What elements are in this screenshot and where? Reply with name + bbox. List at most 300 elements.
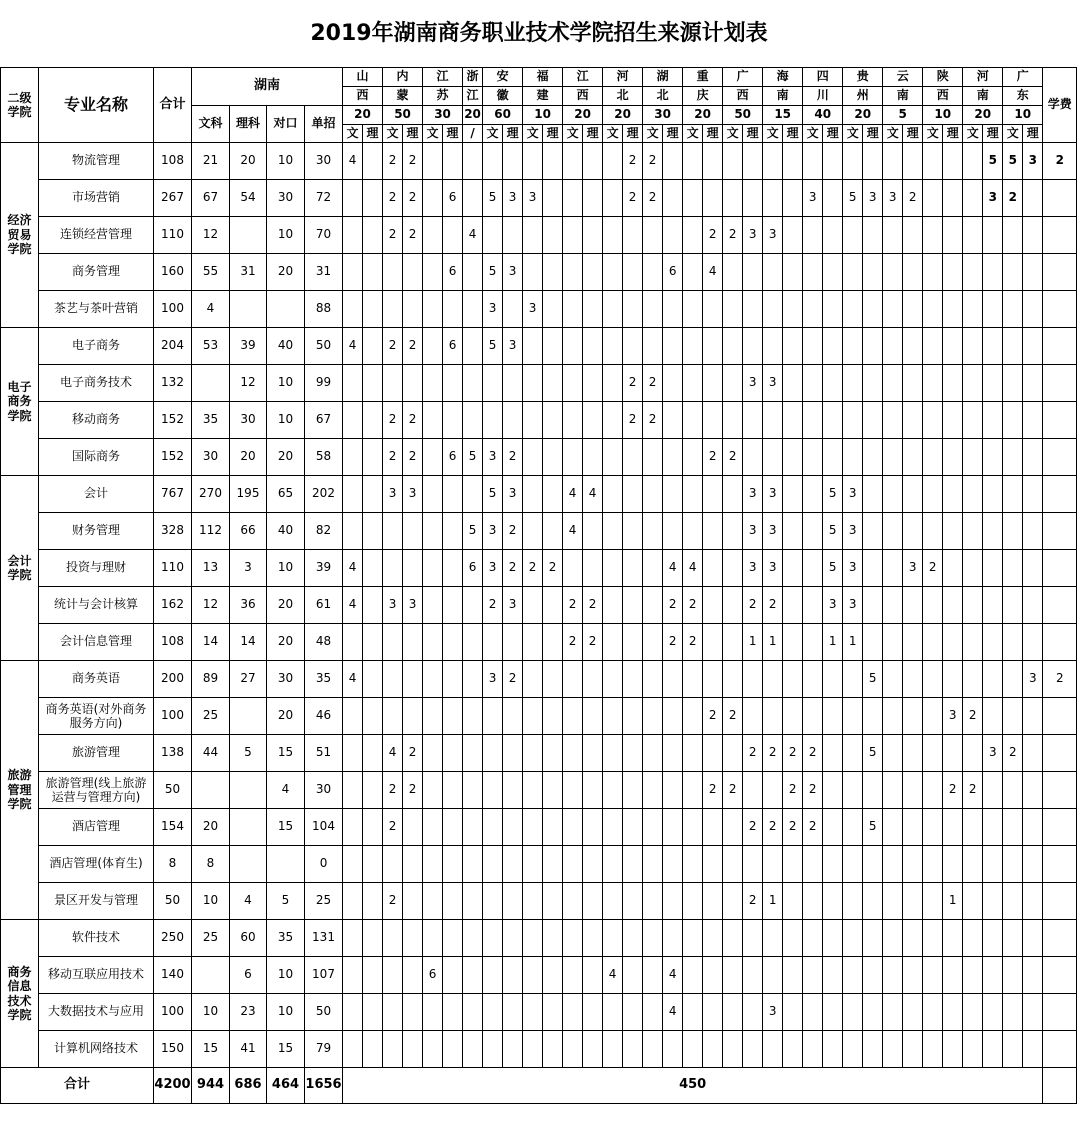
province-count — [983, 994, 1003, 1031]
table-row — [1, 883, 1077, 920]
province-count — [603, 809, 623, 846]
province-count — [743, 846, 763, 883]
province-name-top: 重 — [683, 68, 723, 87]
province-count — [1023, 439, 1043, 476]
province-count — [843, 365, 863, 402]
province-count — [363, 402, 383, 439]
province-count — [703, 809, 723, 846]
province-count — [563, 883, 583, 920]
province-count — [1023, 291, 1043, 328]
province-count — [783, 365, 803, 402]
province-count — [483, 624, 503, 661]
province-count — [523, 809, 543, 846]
province-count — [543, 587, 563, 624]
province-count — [543, 217, 563, 254]
page-title: 2019年湖南商务职业技术学院招生来源计划表 — [310, 21, 768, 46]
province-count — [543, 661, 563, 698]
province-count — [763, 661, 783, 698]
hunan-wenke: 270 — [192, 476, 230, 513]
province-count — [763, 402, 783, 439]
hunan-danzhao: 30 — [305, 143, 343, 180]
province-count — [583, 550, 603, 587]
province-count: 2 — [403, 439, 423, 476]
province-count: 3 — [403, 587, 423, 624]
province-count — [943, 920, 963, 957]
province-count — [563, 735, 583, 772]
province-subject: 文 — [423, 125, 443, 143]
province-name-bottom: 川 — [803, 87, 843, 106]
province-count — [603, 883, 623, 920]
province-count: 2 — [683, 624, 703, 661]
province-count — [543, 698, 563, 735]
province-count — [863, 365, 883, 402]
hunan-duikou: 40 — [267, 513, 305, 550]
province-count: 4 — [343, 143, 363, 180]
province-count — [783, 920, 803, 957]
province-count — [1043, 772, 1077, 809]
province-count — [363, 994, 383, 1031]
province-count — [523, 735, 543, 772]
hunan-danzhao: 107 — [305, 957, 343, 994]
province-name-top: 贵 — [843, 68, 883, 87]
province-count — [843, 661, 863, 698]
province-count — [403, 291, 423, 328]
province-count — [343, 698, 363, 735]
major-name: 商务管理 — [39, 254, 154, 291]
province-count — [543, 624, 563, 661]
hunan-like: 54 — [230, 180, 267, 217]
province-count — [463, 143, 483, 180]
row-total: 50 — [154, 772, 192, 809]
province-count: 2 — [583, 587, 603, 624]
province-count — [883, 883, 903, 920]
province-count — [863, 1031, 883, 1068]
province-count — [1023, 328, 1043, 365]
province-count — [863, 994, 883, 1031]
province-count — [543, 735, 563, 772]
province-count — [1023, 217, 1043, 254]
province-subject: 文 — [523, 125, 543, 143]
province-count — [1023, 624, 1043, 661]
province-subject: 文 — [723, 125, 743, 143]
province-name-top: 内 — [383, 68, 423, 87]
province-count — [703, 291, 723, 328]
province-count: 1 — [823, 624, 843, 661]
province-count: 5 — [823, 513, 843, 550]
province-count — [903, 846, 923, 883]
province-count — [863, 402, 883, 439]
province-count — [703, 587, 723, 624]
province-count — [1003, 439, 1023, 476]
province-count: 2 — [403, 217, 423, 254]
province-count: 5 — [483, 476, 503, 513]
province-count — [803, 402, 823, 439]
province-count — [863, 698, 883, 735]
hunan-duikou: 20 — [267, 254, 305, 291]
province-count — [543, 809, 563, 846]
table-row — [1, 439, 1077, 476]
province-count — [903, 1031, 923, 1068]
province-name-top: 四 — [803, 68, 843, 87]
province-count — [903, 365, 923, 402]
province-subject: 理 — [403, 125, 423, 143]
province-count — [723, 624, 743, 661]
province-count: 2 — [743, 809, 763, 846]
province-count: 6 — [443, 328, 463, 365]
province-quota: 20 — [963, 106, 1003, 125]
province-count — [803, 143, 823, 180]
province-count — [643, 513, 663, 550]
province-count — [803, 661, 823, 698]
table-row — [1, 698, 1077, 735]
province-count — [603, 587, 623, 624]
province-count — [923, 735, 943, 772]
header-danzhao: 单招 — [305, 106, 343, 143]
province-count — [783, 476, 803, 513]
province-count — [363, 254, 383, 291]
province-count — [903, 217, 923, 254]
province-count — [743, 439, 763, 476]
province-count — [463, 1031, 483, 1068]
province-count — [783, 513, 803, 550]
province-count — [903, 957, 923, 994]
province-count — [503, 291, 523, 328]
province-count — [763, 957, 783, 994]
province-count — [863, 513, 883, 550]
province-count — [583, 217, 603, 254]
province-count — [883, 439, 903, 476]
province-count: 2 — [623, 143, 643, 180]
province-subject: 文 — [803, 125, 823, 143]
province-count — [423, 809, 443, 846]
major-name: 财务管理 — [39, 513, 154, 550]
province-subject: 文 — [963, 125, 983, 143]
province-count: 3 — [503, 180, 523, 217]
province-count: 4 — [663, 957, 683, 994]
province-subject: 理 — [543, 125, 563, 143]
province-subject: 文 — [603, 125, 623, 143]
table-row — [1, 180, 1077, 217]
province-count — [383, 254, 403, 291]
province-count — [663, 291, 683, 328]
province-count — [443, 735, 463, 772]
hunan-duikou: 15 — [267, 1031, 305, 1068]
province-count — [1003, 624, 1023, 661]
hunan-duikou: 10 — [267, 402, 305, 439]
province-count — [823, 809, 843, 846]
row-total: 132 — [154, 365, 192, 402]
province-count: 1 — [943, 883, 963, 920]
province-count — [543, 994, 563, 1031]
province-count — [503, 217, 523, 254]
province-count — [503, 772, 523, 809]
hunan-duikou: 5 — [267, 883, 305, 920]
province-count: 2 — [643, 180, 663, 217]
province-count — [703, 365, 723, 402]
row-total: 110 — [154, 217, 192, 254]
province-count — [663, 846, 683, 883]
province-count: 2 — [763, 809, 783, 846]
province-count — [1043, 217, 1077, 254]
province-count — [603, 180, 623, 217]
province-count — [563, 291, 583, 328]
hunan-danzhao: 31 — [305, 254, 343, 291]
province-count — [623, 883, 643, 920]
province-count — [563, 365, 583, 402]
school-name: 商务 信息 技术 学院 — [1, 920, 39, 1068]
province-count — [463, 772, 483, 809]
province-count — [443, 1031, 463, 1068]
province-count — [923, 291, 943, 328]
province-count: 4 — [343, 328, 363, 365]
province-name-bottom: 东 — [1003, 87, 1043, 106]
province-count: 3 — [503, 587, 523, 624]
province-count — [623, 809, 643, 846]
province-count — [503, 809, 523, 846]
province-count — [983, 698, 1003, 735]
province-count — [1043, 957, 1077, 994]
province-count — [883, 624, 903, 661]
province-count: 2 — [723, 439, 743, 476]
province-subject: 理 — [863, 125, 883, 143]
row-total: 767 — [154, 476, 192, 513]
province-count — [363, 1031, 383, 1068]
province-subject: 理 — [623, 125, 643, 143]
province-count: 1 — [843, 624, 863, 661]
hunan-like: 20 — [230, 439, 267, 476]
table-row — [1, 661, 1077, 698]
province-count — [483, 772, 503, 809]
province-quota: 60 — [483, 106, 523, 125]
province-count — [783, 698, 803, 735]
province-count — [1043, 476, 1077, 513]
province-count — [363, 291, 383, 328]
province-count — [623, 624, 643, 661]
hunan-danzhao: 46 — [305, 698, 343, 735]
province-count — [803, 291, 823, 328]
hunan-like — [230, 809, 267, 846]
province-count — [983, 920, 1003, 957]
province-count — [463, 291, 483, 328]
province-count — [703, 624, 723, 661]
province-count — [703, 402, 723, 439]
province-count — [703, 143, 723, 180]
province-count: 2 — [483, 587, 503, 624]
province-count — [643, 994, 663, 1031]
province-count — [823, 328, 843, 365]
province-count — [703, 846, 723, 883]
province-count — [623, 994, 643, 1031]
hunan-like: 12 — [230, 365, 267, 402]
province-count: 3 — [483, 291, 503, 328]
province-count — [803, 698, 823, 735]
province-count: 2 — [403, 402, 423, 439]
province-count — [683, 735, 703, 772]
province-name-top: 江 — [563, 68, 603, 87]
province-count — [783, 180, 803, 217]
province-quota: 50 — [723, 106, 763, 125]
province-count — [363, 476, 383, 513]
major-name: 统计与会计核算 — [39, 587, 154, 624]
province-count — [963, 735, 983, 772]
province-count — [723, 328, 743, 365]
hunan-like — [230, 698, 267, 735]
province-count: 2 — [403, 180, 423, 217]
province-count: 2 — [903, 180, 923, 217]
province-count: 2 — [743, 587, 763, 624]
province-name-bottom: 南 — [963, 87, 1003, 106]
hunan-wenke: 44 — [192, 735, 230, 772]
province-count — [883, 402, 903, 439]
hunan-wenke: 21 — [192, 143, 230, 180]
province-count — [643, 698, 663, 735]
province-count — [683, 1031, 703, 1068]
province-count — [1003, 365, 1023, 402]
province-name-bottom: 江 — [463, 87, 483, 106]
province-count — [1043, 920, 1077, 957]
hunan-danzhao: 30 — [305, 772, 343, 809]
province-count — [883, 328, 903, 365]
province-count — [363, 439, 383, 476]
province-count — [603, 217, 623, 254]
province-count — [503, 402, 523, 439]
province-count — [663, 439, 683, 476]
province-count — [843, 735, 863, 772]
province-count — [963, 883, 983, 920]
province-count — [743, 698, 763, 735]
totals-total: 4200 — [154, 1068, 192, 1104]
province-count — [983, 809, 1003, 846]
province-count — [603, 550, 623, 587]
major-name: 国际商务 — [39, 439, 154, 476]
province-count — [463, 698, 483, 735]
province-count — [643, 328, 663, 365]
province-count — [963, 550, 983, 587]
province-count: 2 — [643, 143, 663, 180]
province-count — [443, 957, 463, 994]
province-count: 4 — [663, 550, 683, 587]
hunan-like: 66 — [230, 513, 267, 550]
province-count — [863, 772, 883, 809]
province-count — [843, 698, 863, 735]
province-count — [523, 217, 543, 254]
province-count: 5 — [483, 328, 503, 365]
province-count — [723, 365, 743, 402]
hunan-like — [230, 772, 267, 809]
province-count — [743, 772, 763, 809]
province-count — [1043, 291, 1077, 328]
province-count — [563, 846, 583, 883]
table-row — [1, 402, 1077, 439]
province-count — [483, 809, 503, 846]
province-count — [663, 809, 683, 846]
province-count — [583, 254, 603, 291]
province-count — [1003, 476, 1023, 513]
province-count — [803, 624, 823, 661]
province-count — [843, 994, 863, 1031]
province-count — [363, 550, 383, 587]
province-count — [863, 328, 883, 365]
province-count — [1023, 180, 1043, 217]
province-count — [623, 513, 643, 550]
province-count — [963, 661, 983, 698]
table-row — [1, 920, 1077, 957]
province-count — [803, 994, 823, 1031]
province-subject: 理 — [443, 125, 463, 143]
province-count — [703, 550, 723, 587]
province-count — [783, 254, 803, 291]
province-count: 5 — [843, 180, 863, 217]
province-count — [783, 402, 803, 439]
province-count — [943, 217, 963, 254]
province-count — [363, 735, 383, 772]
province-count: 3 — [763, 994, 783, 1031]
province-count — [603, 402, 623, 439]
province-count — [563, 1031, 583, 1068]
school-name: 电子 商务 学院 — [1, 328, 39, 476]
province-count — [763, 920, 783, 957]
province-count — [783, 291, 803, 328]
province-count — [783, 328, 803, 365]
province-count — [463, 957, 483, 994]
province-count — [983, 846, 1003, 883]
totals-like: 686 — [230, 1068, 267, 1104]
province-count — [583, 735, 603, 772]
province-count — [823, 994, 843, 1031]
province-count — [1003, 698, 1023, 735]
province-count — [403, 513, 423, 550]
province-count — [1043, 809, 1077, 846]
province-count — [563, 180, 583, 217]
province-count — [663, 402, 683, 439]
province-count — [863, 846, 883, 883]
province-count — [1023, 254, 1043, 291]
province-count — [563, 254, 583, 291]
province-count — [763, 698, 783, 735]
province-count: 2 — [723, 698, 743, 735]
province-count — [843, 402, 863, 439]
province-count — [963, 291, 983, 328]
major-name: 计算机网络技术 — [39, 1031, 154, 1068]
province-count — [463, 180, 483, 217]
province-count — [443, 291, 463, 328]
province-count — [1043, 1031, 1077, 1068]
province-count — [363, 698, 383, 735]
province-count — [863, 143, 883, 180]
province-count — [1003, 883, 1023, 920]
province-count — [743, 402, 763, 439]
province-count — [343, 735, 363, 772]
province-count — [423, 994, 443, 1031]
province-count — [763, 846, 783, 883]
province-name-bottom: 建 — [523, 87, 563, 106]
row-total: 328 — [154, 513, 192, 550]
province-count — [643, 735, 663, 772]
province-count — [403, 1031, 423, 1068]
province-count — [883, 587, 903, 624]
province-count — [383, 1031, 403, 1068]
province-count — [583, 920, 603, 957]
province-count — [703, 920, 723, 957]
province-count — [363, 624, 383, 661]
province-count — [643, 1031, 663, 1068]
table-row — [1, 587, 1077, 624]
enrollment-plan-table — [0, 67, 1077, 1104]
province-count — [1003, 661, 1023, 698]
province-count — [503, 920, 523, 957]
hunan-duikou: 20 — [267, 587, 305, 624]
province-count — [703, 661, 723, 698]
